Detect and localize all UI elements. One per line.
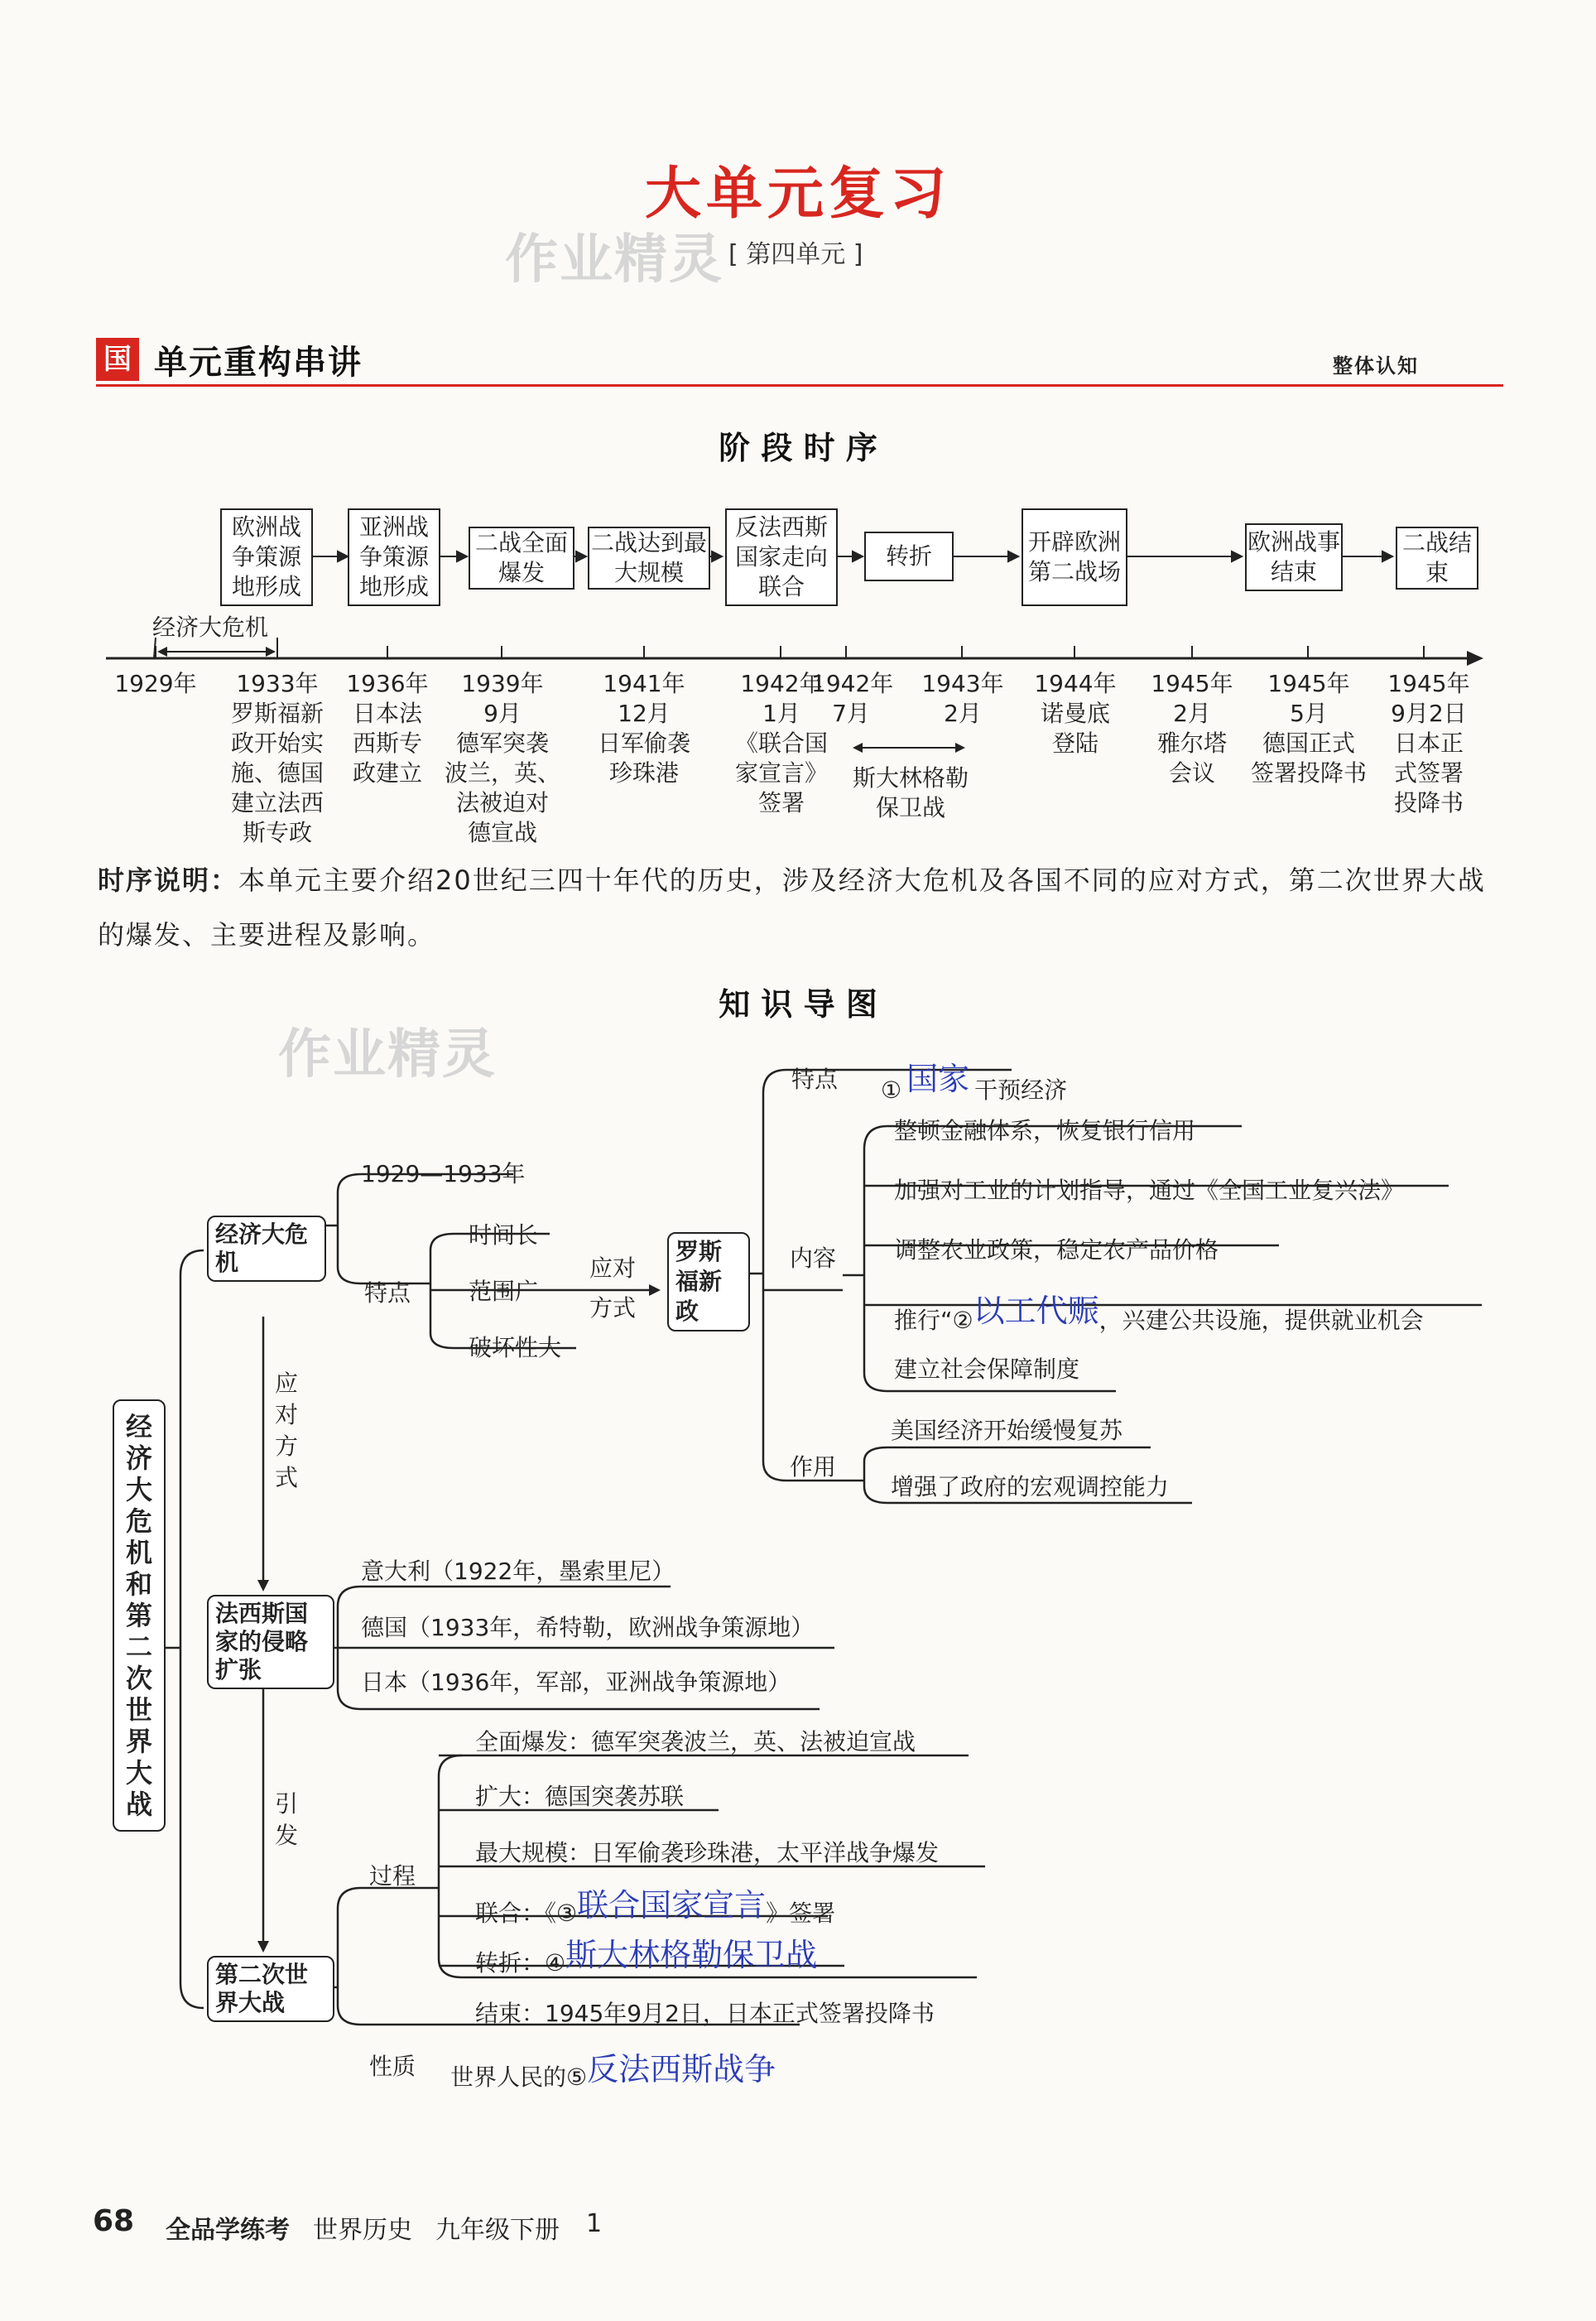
answer-2: 以工代赈 [973,1293,1099,1329]
link-response: 应 对 方 式 [275,1370,299,1491]
stage-box: 转折 [864,532,954,581]
blank-5-label: 世界人民的⑤ [450,2063,588,2091]
timeline-event: 1941年 12月 日军偷袭 珍珠港 [597,670,690,787]
new-deal-content-row [894,1292,1424,1337]
new-deal-content: 建立社会保障制度 [894,1356,1080,1383]
timeline-event: 1945年 9月2日 日本正 式签署 投降书 [1387,670,1470,816]
timeline-event: 1944年 诺曼底 登陆 [1034,670,1117,757]
volume-number: 1 [586,2209,603,2238]
stage-box: 二战全面爆发 [469,527,574,590]
fascism-item: 意大利（1922年，墨索里尼） [361,1558,675,1585]
mindmap-root: 经济大危机和第二次世界大战 [113,1399,166,1832]
timeline-event: 1945年 5月 德国正式 签署投降书 [1250,670,1367,787]
crisis-period: 1929—1933年 [361,1160,526,1187]
timeline-event: 1929年 [114,670,197,697]
book-title: 全品学练考 [166,2216,290,2245]
section-right-label: 整体认知 [1333,354,1419,378]
ww2-box: 第二次世界大战 [207,1956,334,2022]
page-title: 大单元复习 [644,161,951,227]
ww2-process: 最大规模：日军偷袭珍珠港，太平洋战争爆发 [475,1839,940,1866]
stage-box: 欧洲战事结束 [1245,523,1343,591]
timeline-event: 1933年 罗斯福新 政开始实 施、德国 建立法西 斯专政 [230,670,324,846]
timeline-event: 1939年 9月 德军突袭 波兰，英、 法被迫对 德宣战 [444,670,560,846]
crisis-feature: 破坏性大 [469,1334,562,1361]
stage-box: 亚洲战争策源地形成 [348,508,440,606]
crisis-feature: 时间长 [469,1221,539,1249]
ww2-process-row [475,1934,817,1980]
fascism-item: 德国（1933年，希特勒，欧洲战争策源地） [361,1614,815,1641]
answer-4: 斯大林格勒保卫战 [565,1937,818,1973]
timeline-event: 1942年 1月 《联合国 家宣言》 签署 [734,670,828,816]
stage-box: 反法西斯国家走向联合 [725,508,838,606]
new-deal-feature-row [881,1062,1067,1107]
subject: 世界历史 [313,2216,412,2245]
new-deal-feature-label: 特点 [791,1066,839,1093]
new-deal-effect: 美国经济开始缓慢复苏 [891,1417,1123,1444]
section-icon: 国 [96,338,139,381]
stage-box: 二战结束 [1396,527,1478,590]
blank-4-label: 转折：④ [475,1949,566,1977]
timeline-note [98,853,1505,962]
response-label: 应对 方式 [589,1254,637,1322]
crisis-feature: 范围广 [469,1278,539,1305]
process-suffix: 》签署 [766,1900,836,1927]
answer-5: 反法西斯战争 [587,2051,776,2087]
new-deal-effect-label: 作用 [790,1453,837,1481]
blank-2-label: 推行“② [894,1307,973,1334]
timeline-title: 阶 段 时 序 [719,430,877,466]
note-label: 时序说明： [98,864,239,896]
watermark-logo: 作业精灵 [505,229,723,291]
crisis-box: 经济大危机 [207,1216,326,1282]
mindmap-title: 知 识 导 图 [719,986,877,1023]
ww2-process-label: 过程 [369,1862,416,1890]
blank-3-label: 联合：《③ [475,1900,578,1927]
ww2-process: 结束：1945年9月2日，日本正式签署投降书 [475,2000,935,2027]
new-deal-content: 调整农业政策，稳定农产品价格 [894,1236,1219,1264]
crisis-feature-label: 特点 [364,1279,411,1307]
page-number: 68 [93,2204,135,2238]
crisis-label: 经济大危机 [152,614,269,641]
timeline-event: 1945年 2月 雅尔塔 会议 [1151,670,1233,787]
ww2-nature-row [450,2049,776,2094]
stage-box: 欧洲战争策源地形成 [220,508,313,606]
ww2-process: 扩大：德国突袭苏联 [475,1783,685,1810]
new-deal-content: 整顿金融体系，恢复银行信用 [894,1117,1196,1144]
fascism-box: 法西斯国家的侵略扩张 [207,1595,334,1689]
content-suffix: ，兴建公共设施，提供就业机会 [1098,1307,1424,1334]
ww2-process-row [475,1885,835,1930]
unit-tag: [ 第四单元 ] [728,240,863,269]
ww2-nature-label: 性质 [369,2053,416,2080]
timeline-event: 1942年 7月 [811,670,894,727]
answer-1: 国家 [906,1061,970,1097]
note-text: 本单元主要介绍20世纪三四十年代的历史，涉及经济大危机及各国不同的应对方式，第二次世界大战的爆发、主要进程及影响。 [98,864,1486,951]
ww2-process: 全面爆发：德军突袭波兰，英、法被迫宣战 [475,1728,916,1755]
timeline-event: 1936年 日本法 西斯专 政建立 [346,670,429,787]
section-title: 单元重构串讲 [154,344,363,382]
new-deal-effect: 增强了政府的宏观调控能力 [891,1473,1170,1500]
timeline-event: 1943年 2月 [921,670,1004,727]
watermark-logo-2: 作业精灵 [278,1024,497,1086]
blank-1-label: ① [881,1076,902,1104]
fascism-item: 日本（1936年，军部，亚洲战争策源地） [361,1669,791,1696]
stage-box: 二战达到最大规模 [588,527,710,590]
new-deal-box: 罗斯福新政 [667,1232,750,1331]
new-deal-content: 加强对工业的计划指导，通过《全国工业复兴法》 [894,1177,1405,1204]
answer-3: 联合国家宣言 [577,1887,767,1924]
stage-box: 开辟欧洲第二战场 [1022,508,1127,606]
new-deal-content-label: 内容 [790,1245,837,1272]
stalingrad-label: 斯大林格勒 保卫战 [852,764,969,821]
feature-suffix: 干预经济 [974,1076,1068,1104]
link-trigger: 引 发 [275,1790,299,1849]
grade: 九年级下册 [435,2216,560,2245]
